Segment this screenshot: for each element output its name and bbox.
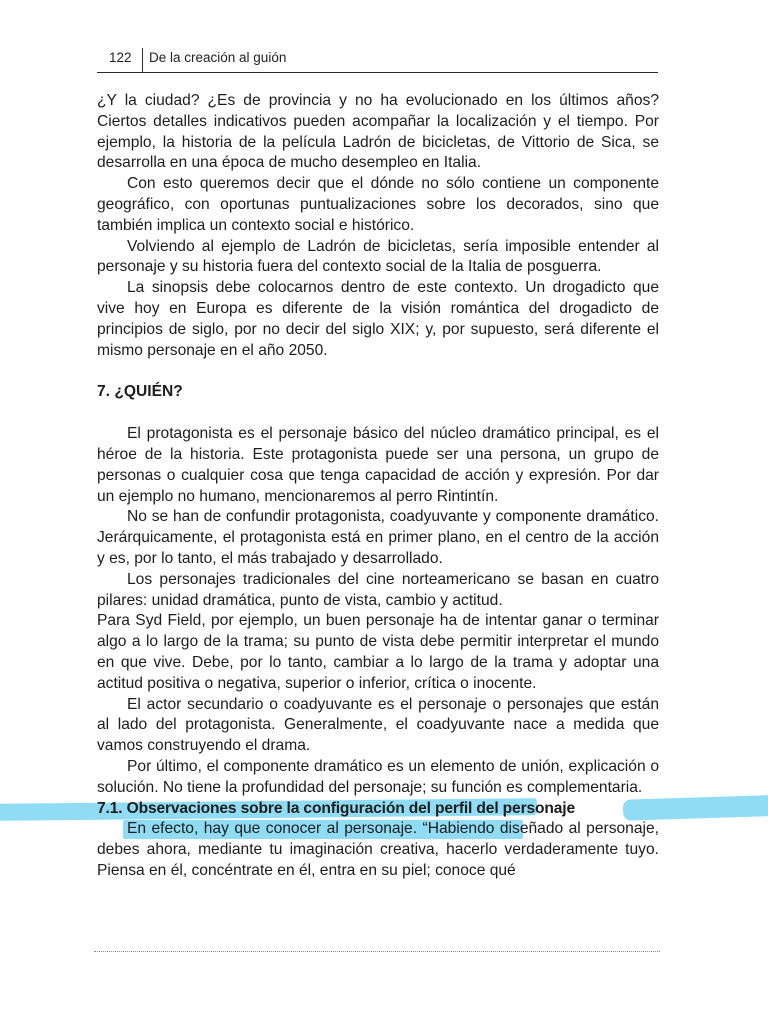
paragraph: La sinopsis debe colocarnos dentro de este contexto. Un drogadicto que vive hoy en Europa es diferente de la visión romántica del drogadicto de principios de siglo, por no decir del siglo XIX; y, por supuesto, será diferente el mismo personaje en el año 2050. (97, 279, 659, 359)
paragraph: Volviendo al ejemplo de Ladrón de bicicletas, sería imposible entender al personaje y su historia fuera del contexto social de la Italia de posguerra. (97, 237, 659, 276)
running-title: De la creación al guión (149, 50, 287, 65)
paragraph: No se han de confundir protagonista, coadyuvante y componente dramático. Jerárquicamente, el protagonista está en primer plano, en el centro de la acción y es, por lo tanto, el más trabajado y desarrollado. (97, 508, 659, 567)
paragraph: Con esto queremos decir que el dónde no sólo contiene un componente geográfico, con oportunas puntualizaciones sobre los decorados, sino que también implica un contexto social e histórico. (97, 175, 659, 234)
paragraph: ¿Y la ciudad? ¿Es de provincia y no ha evolucionado en los últimos años? Ciertos detalles indicativos pueden acompañar la localización y el tiempo. Por ejemplo, la historia de la película Ladrón de bicicletas, de Vittorio de Sica, se desarrolla en una época de mucho desempleo en Italia. (97, 92, 659, 172)
paragraph: El protagonista es el personaje básico del núcleo dramático principal, es el héroe de la historia. Este protagonista puede ser una persona, un grupo de personas o cualquier cosa que tenga capacidad de acción y expresión. Por dar un ejemplo no humano, mencionaremos al perro Rintintín. (97, 425, 659, 505)
paragraph: Para Syd Field, por ejemplo, un buen personaje ha de intentar ganar o terminar algo a lo largo de la trama; su punto de vista debe permitir interpretar el mundo en que vive. Debe, por lo tanto, cambiar a lo largo de la trama y adoptar una actitud positiva o negativa, superior o inferior, crítica o inocente. (97, 612, 659, 692)
section-heading: 7. ¿QUIÉN? (97, 383, 183, 401)
paragraph: El actor secundario o coadyuvante es el personaje o personajes que están al lado del protagonista. Generalmente, el coadyuvante nace a medida que vamos construyendo el drama. (97, 695, 659, 755)
subsection-heading: 7.1. Observaciones sobre la configuración del perfil del personaje (97, 799, 575, 817)
subsection-heading-block (97, 799, 659, 820)
highlighted-paragraph (97, 819, 659, 881)
header-divider (142, 48, 143, 72)
page-number: 122 (109, 50, 132, 65)
page-body (97, 91, 659, 882)
paragraph: En efecto, hay que conocer al personaje. “Habiendo diseñado al personaje, debes ahora, mediante tu imaginación creativa, hacerlo verdaderamente tuyo. Piensa en él, concéntrate en él, entra en su piel; conoce qué (97, 820, 659, 879)
dotted-rule (94, 951, 660, 952)
paragraph: Los personajes tradicionales del cine norteamericano se basan en cuatro pilares: unidad dramática, punto de vista, cambio y actitud. (97, 570, 659, 609)
paragraph: Por último, el componente dramático es un elemento de unión, explicación o solución. No tiene la profundidad del personaje; su función es complementaria. (97, 757, 659, 796)
running-header (97, 48, 658, 73)
